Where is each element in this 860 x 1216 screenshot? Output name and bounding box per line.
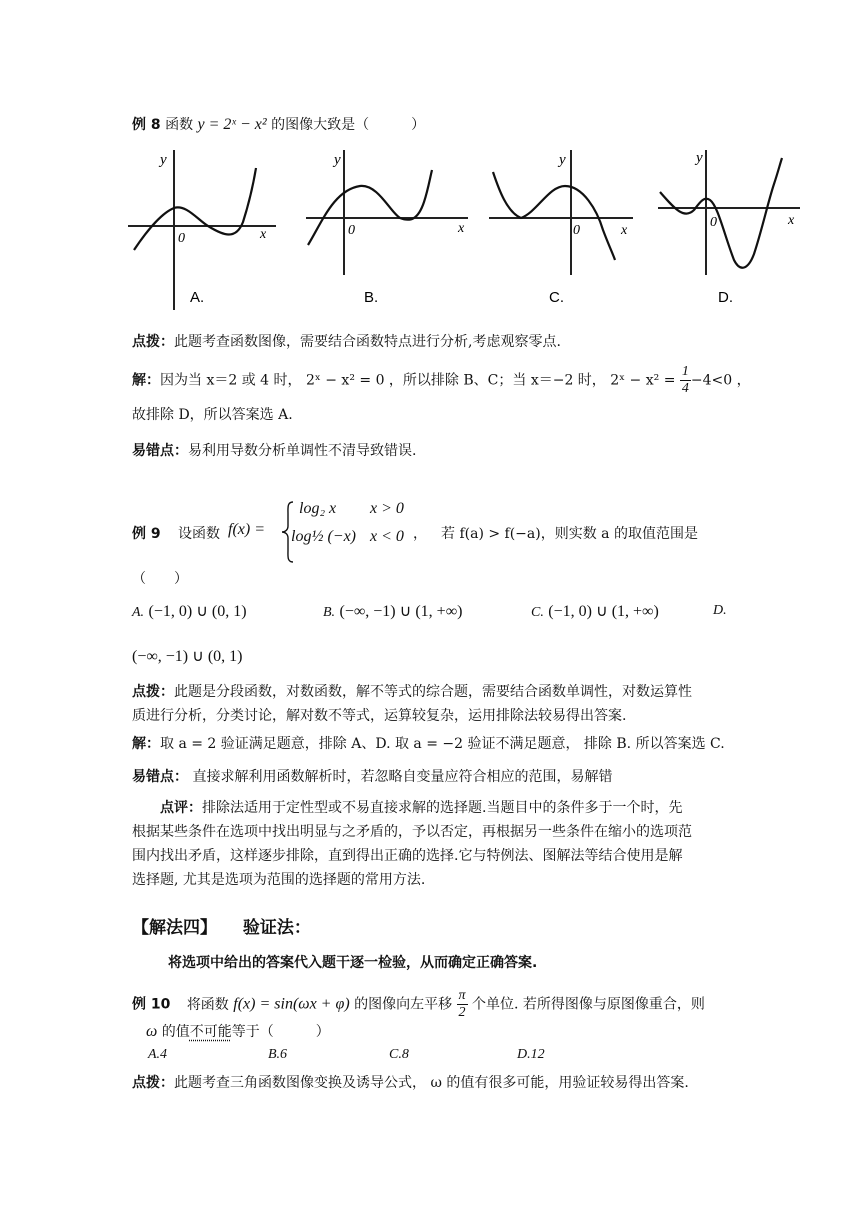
graph-b-origin: 0: [348, 223, 355, 238]
graph-c-caption: C.: [549, 289, 564, 306]
ex10-line2: [146, 1021, 330, 1041]
ex10-option-a: A.4: [148, 1047, 168, 1062]
graph-d-y-label: y: [696, 150, 703, 166]
ex10-hint: [132, 1072, 689, 1092]
ex9-case1-expr: log₂ x: [299, 500, 337, 517]
ex8-formula: y = 2ˣ − x²: [197, 116, 267, 133]
ex9-option-c: [531, 601, 659, 621]
graph-c: [485, 150, 635, 325]
graph-b-x-label: x: [458, 221, 465, 236]
ex10-option-c: C.8: [389, 1047, 409, 1062]
option-a-value: (−1, 0) ∪ (0, 1): [148, 603, 247, 620]
solution-label: 解：: [132, 372, 160, 389]
comment-line-4: 选择题, 尤其是选项为范围的选择题的常用方法.: [132, 872, 426, 888]
ex9-case2-cond: x < 0: [370, 528, 404, 545]
graph-a-curve: [134, 168, 256, 250]
line2-post: 等于（ ）: [231, 1024, 330, 1040]
graph-a-origin: 0: [178, 231, 185, 246]
graph-c-origin: 0: [573, 223, 580, 238]
ex8-error: [132, 440, 416, 460]
hint-label: 点拨：: [132, 1075, 174, 1091]
hint-text: 此题考查函数图像，需要结合函数特点进行分析,考虑观察零点.: [174, 334, 561, 350]
ex8-suffix: 的图像大致是（ ）: [271, 117, 426, 133]
comment-line-1: 排除法适用于定性型或不易直接求解的选择题.当题目中的条件多于一个时，先: [202, 800, 683, 816]
hint-label: 点拨：: [132, 684, 174, 700]
graph-b-curve: [308, 170, 432, 245]
ex9-paren: （ ）: [132, 571, 188, 587]
ex8-solution: [132, 364, 751, 397]
solution-fraction: [680, 364, 691, 397]
error-text: 易利用导数分析单调性不清导致错误.: [188, 443, 417, 459]
omega-symbol: ω: [146, 1023, 158, 1040]
ex9-case2-expr: log½ (−x): [291, 528, 356, 545]
ex9-option-d-value: (−∞, −1) ∪ (0, 1): [132, 648, 243, 665]
graph-c-y-label: y: [559, 152, 566, 168]
solution-tail: −4<0 ，: [690, 372, 751, 389]
graph-c-curve: [493, 172, 615, 260]
ex8-label: 例 8: [132, 117, 161, 133]
ex9-condition: 若 f(a) > f(−a)，则实数 a 的取值范围是: [441, 526, 698, 542]
ex10-formula: f(x) = sin(ωx + φ): [233, 995, 350, 1013]
ex9-error: [132, 766, 612, 786]
comment-line-2: 根据某些条件在选项中找出明显与之矛盾的，予以否定，再根据另一些条件在缩小的选项范: [132, 824, 692, 840]
ex8-hint: [132, 331, 561, 351]
hint-line-2: 质进行分析，分类讨论，解对数不等式，运算较复杂，运用排除法较易得出答案.: [132, 708, 627, 724]
hint-line-1: 此题是分段函数，对数函数，解不等式的综合题，需要结合函数单调性，对数运算性: [174, 684, 692, 700]
ex10-suffix: 个单位. 若所得图像与原图像重合，则: [472, 996, 705, 1013]
solution-text: 取 a = 2 验证满足题意，排除 A、D. 取 a = −2 验证不满足题意， 排除 B. 所以答案选 C.: [160, 736, 725, 752]
graph-b-y-label: y: [334, 152, 341, 168]
hint-text: 此题考查三角函数图像变换及诱导公式， ω 的值有很多可能，用验证较易得出答案.: [174, 1075, 689, 1091]
ex9-comment: [132, 796, 732, 892]
method-name: 验证法：: [242, 918, 311, 938]
line2-emphasis: 不可能: [189, 1024, 232, 1040]
method-title: 【解法四】: [132, 918, 217, 938]
ex9-solution: [132, 733, 725, 753]
line2-pre: 的值: [161, 1024, 190, 1040]
option-a-label: A.: [132, 605, 145, 620]
fraction-numerator: 1: [681, 364, 689, 379]
error-text: 直接求解利用函数解析时，若忽略自变量应符合相应的范围，易解错: [192, 769, 613, 785]
ex10-fraction: [457, 988, 468, 1021]
comment-line-3: 围内找出矛盾，这样逐步排除，直到得出正确的选择.它与特例法、图解法等结合使用是解: [132, 848, 683, 864]
ex9-fx: f(x) =: [228, 521, 265, 538]
graph-a-caption: A.: [190, 289, 205, 306]
graph-d-origin: 0: [710, 215, 717, 230]
graph-b-caption: B.: [364, 289, 379, 306]
ex9-option-a: [132, 601, 247, 621]
ex8-solution-line2: 故排除 D，所以答案选 A.: [132, 407, 293, 423]
ex10-label: 例 10: [132, 996, 171, 1013]
ex8-question: [132, 114, 425, 134]
ex9-comma: ，: [413, 526, 427, 542]
ex10-question: [132, 988, 705, 1021]
ex10-option-d: D.12: [517, 1047, 545, 1062]
ex9-case1-cond: x > 0: [370, 500, 404, 517]
hint-label: 点拨：: [132, 334, 174, 350]
graph-a-x-label: x: [260, 227, 267, 242]
graph-d: [654, 150, 804, 325]
ex9-option-b: [323, 601, 462, 621]
option-b-label: B.: [323, 605, 336, 620]
graph-b: [300, 150, 470, 325]
comment-label: 点评：: [160, 800, 202, 816]
error-label: 易错点：: [132, 443, 188, 459]
error-label: 易错点：: [132, 769, 188, 785]
solution-text: 因为当 x＝2 或 4 时， 2ˣ − x² = 0 ，所以排除 B、C；当 x＝−2 时， 2ˣ − x² =: [160, 372, 676, 389]
fraction-numerator: π: [458, 988, 466, 1003]
option-c-label: C.: [531, 605, 544, 620]
ex9-label: 例 9: [132, 526, 161, 542]
graph-d-caption: D.: [718, 289, 733, 306]
ex10-prefix: 将函数: [186, 996, 229, 1013]
graph-c-x-label: x: [621, 223, 628, 238]
ex8-prefix: 函数: [165, 117, 194, 133]
ex9-option-d-label: D.: [713, 603, 727, 618]
fraction-denominator: 4: [681, 381, 689, 396]
graph-a: [128, 150, 278, 325]
fraction-denominator: 2: [458, 1005, 466, 1020]
solution-label: 解：: [132, 736, 160, 752]
option-b-value: (−∞, −1) ∪ (1, +∞): [339, 603, 463, 620]
ex10-mid: 的图像向左平移: [354, 996, 453, 1013]
ex10-option-b: B.6: [268, 1047, 288, 1062]
graph-d-curve: [660, 158, 782, 268]
ex9-hint: [132, 680, 732, 728]
graph-d-x-label: x: [788, 213, 795, 228]
method4-title: [132, 913, 311, 938]
graph-a-y-label: y: [160, 152, 167, 168]
ex9-prefix: 设函数: [178, 526, 220, 542]
option-c-value: (−1, 0) ∪ (1, +∞): [548, 603, 659, 620]
method4-description: 将选项中给出的答案代入题干逐一检验，从而确定正确答案.: [168, 955, 538, 971]
